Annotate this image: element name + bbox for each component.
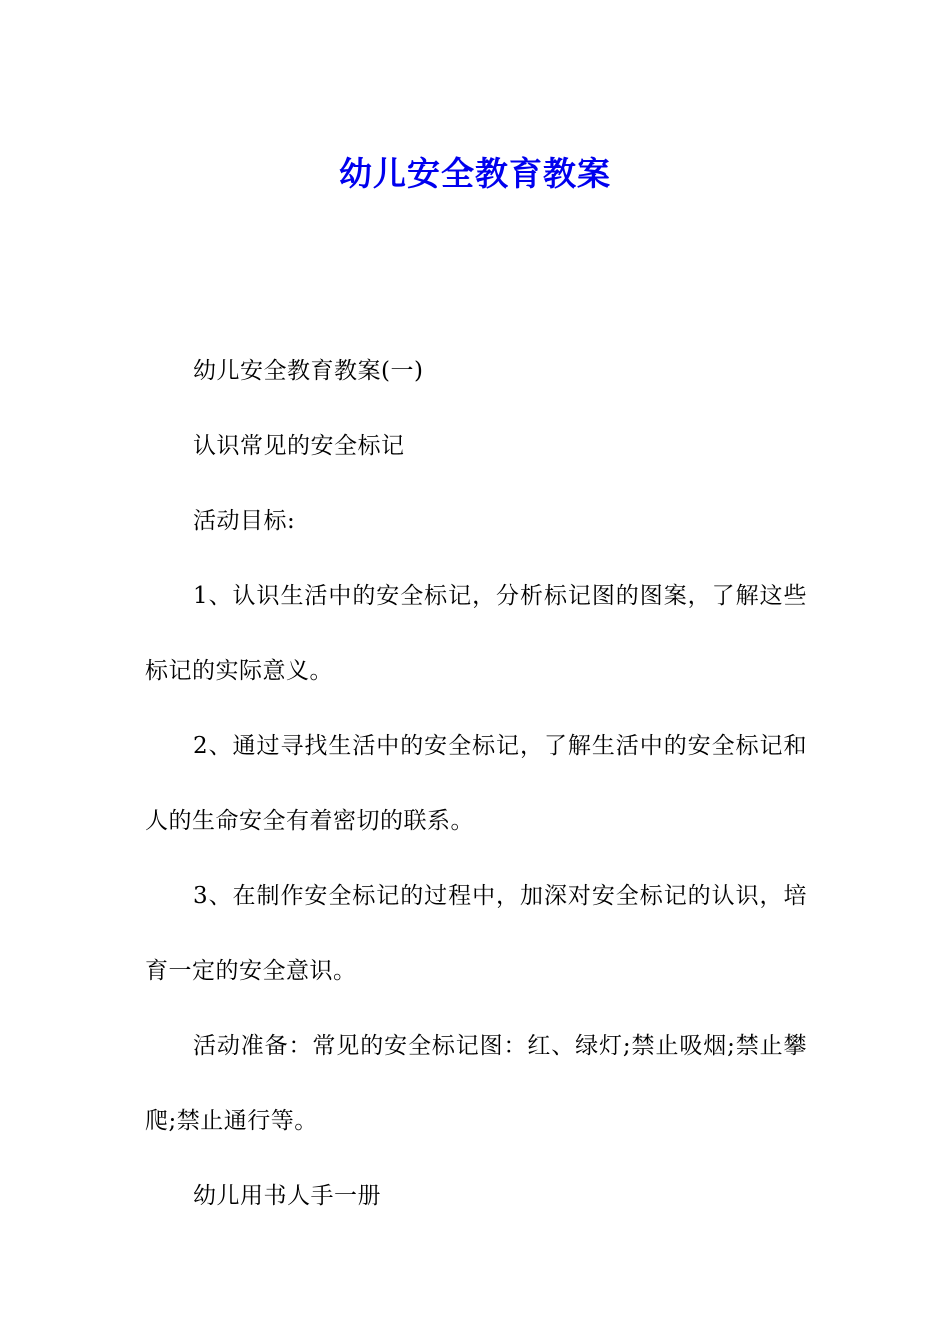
paragraph-goal-1: 1、认识生活中的安全标记，分析标记图的图案，了解这些标记的实际意义。 [145,583,807,684]
document-title: 幼儿安全教育教案 [339,154,611,194]
paragraph-lesson-heading: 幼儿安全教育教案(一) [193,358,424,384]
paragraph-preparation: 活动准备：常见的安全标记图：红、绿灯;禁止吸烟;禁止攀爬;禁止通行等。 [145,1033,807,1134]
paragraph-lesson-topic: 认识常见的安全标记 [193,433,405,459]
paragraph-goal-2: 2、通过寻找生活中的安全标记，了解生活中的安全标记和人的生命安全有着密切的联系。 [145,733,807,834]
paragraph-goal-3: 3、在制作安全标记的过程中，加深对安全标记的认识，培育一定的安全意识。 [145,883,807,984]
document-body [145,334,807,1234]
paragraph-materials: 幼儿用书人手一册 [193,1183,381,1209]
paragraph-goals-heading: 活动目标: [193,508,296,534]
